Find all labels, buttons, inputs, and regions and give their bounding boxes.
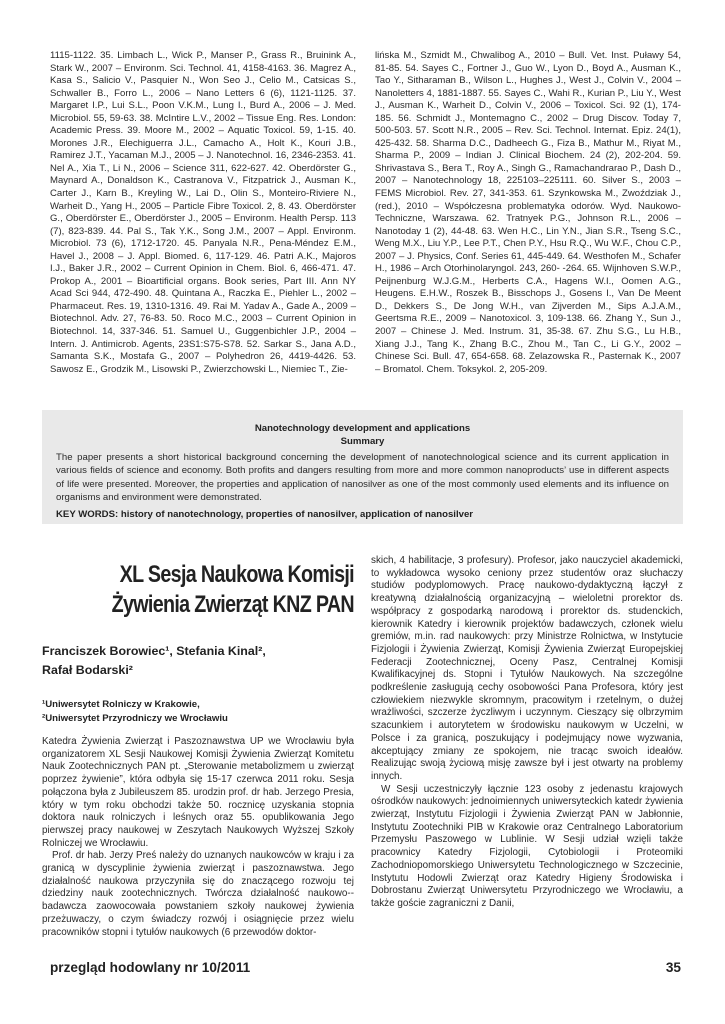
summary-keywords: KEY WORDS: history of nanotechnology, properties of nanosilver, application of nanosilver: [56, 509, 474, 521]
article-paragraph-2: Prof. dr hab. Jerzy Preś należy do uznanych naukowców w kraju i za granicą w dyscyplinie żywienia zwierząt i paszoznawstwa. Jego działalność naukowa przyczyniła się do znaczącego rozwoju tej dziedziny nauk zootechnicznych. Twórcza działalność naukowo--badawcza zaowocowała powstaniem szkoły naukowej żywienia przeżuwaczy, o czym świadczy rozwój i osiągnięcie przez wielu pracowników stopni i tytułów naukowych (6 przewodów doktor-: [42, 850, 354, 938]
references-section: [50, 50, 681, 376]
summary-text: The paper presents a short historical background concerning the development of nanotechnological science and its current application in various fields of science and economy. Both profits and dangers resulting from more and more common nanoproducts’ use in different aspects of life were presented. Moreover, the properties and application of nanosilver as one of the most commonly used elements and its influence on organisms and environment were demonstrated.: [56, 452, 669, 503]
article-title: [98, 560, 354, 620]
page-footer: [50, 960, 681, 975]
summary-title: Nanotechnology development and applications: [254, 423, 471, 434]
page-number: 35: [665, 960, 681, 975]
article-paragraph-4: W Sesji uczestniczyły łącznie 123 osoby z jedenastu krajowych ośrodków naukowych: jednoimiennych uniwersyteckich katedr żywienia zwierząt, Instytutu Fizjologii i Żywienia Zwierząt PAN w Jabłonnie, Instytutu Zootechniki PIB w Krakowie oraz Centralnego Laboratorium Przemysłu Paszowego w Lublinie. W Sesji udział wzięli także pracownicy Katedry Fizjologii, Cytobiologii i Proteomiki Zachodniopomorskiego Uniwersytetu Technologicznego w Szczecinie, Instytutu Hodowli Zwierząt oraz Katedry Higieny Środowiska i Dobrostanu Zwierząt Uniwersytetu Przyrodniczego we Wrocławiu, a także goście zagraniczni z Danii,: [371, 783, 683, 909]
affiliation-1: ¹Uniwersytet Rolniczy w Krakowie,: [42, 699, 200, 710]
article-title-line-2: Żywienia Zwierząt KNZ PAN: [111, 591, 355, 618]
article-column-left: [42, 555, 354, 939]
article-affiliations: [42, 698, 354, 726]
article-paragraph-3: skich, 4 habilitacje, 3 profesury). Profesor, jako nauczyciel akademicki, to wykładowca wysoko ceniony przez studentów oraz słuchaczy studiów podyplomowych. Pracę naukowo-dydaktyczną łączył z kreatywną działalnością organizacyjną – wieloletni prorektor ds. współpracy z gospodarką narodową i prorektor ds. studenckich, kierownik Katedry i kierownik projektów badawczych, członek wielu gremiów, m.in. rad naukowych: przy Ministrze Rolnictwa, w Instytucie Fizjologii i Żywienia Zwierząt, Komisji Żywienia Zwierząt Europejskiej Federacji Zootechnicznej, Oceny Pasz, Centralnej Komisji Kwalifikacyjnej ds. Stopni i Tytułów Naukowych. Na szczególne podkreślenie zasługują cechy osobowości Pana Profesora, który jest człowiekiem niezwykle skromnym, pracowitym i rzetelnym, o dużej wrażliwości, szczerze życzliwym i uczynnym. Cieszący się olbrzymim szacunkiem i autorytetem w środowisku naukowym w Uczelni, w Polsce i za granicą, poszukujący i podejmujący nowe wyzwania, akceptujący zmiany ze spokojem, nie tracąc swoich ideałów. Realizując swoją życiową misję zawsze był i jest otwarty na problemy innych.: [371, 555, 683, 782]
references-text-left: 1115-1122. 35. Limbach L., Wick P., Manser P., Grass R., Bruinink A., Stark W., 2007 – Environm. Sci. Technol. 41, 4158-4163. 36. Magrez A., Kasa S., Salicio V., Pasquier N., Won Seo J., Celio M., Catsicas S., Schwaller B., Forro L., 2006 – Nano Letters 6 (6), 1121-1125. 37. Margaret I.P., Lui S.L., Poon V.K.M., Lung I., Burd A., 2006 – J. Med. Microbiol. 55, 59-63. 38. McIntire L.V., 2002 – Tissue Eng. Res. London: Academic Press. 39. Moore M., 2002 – Aquatic Toxicol. 59, 1-15. 40. Morones J.R., Elechiguerra J.L., Camacho A., Holt K., Kouri J.B., Ramirez J.T., Yacaman M.J., 2005 – J. Nanotechnol. 16, 2346-2353. 41. Nel A., Xia T., Li N., 2006 – Science 311, 622-627. 42. Oberdörster G., Maynard A., Donaldson K., Castranova V., Fitzpatrick J., Ausman K., Carter J., Karn B., Kreyling W., Lai D., Olin S., Monteiro-Riviere N., Warheit D., Yang H., 2005 – Particle Fibre Toxicol. 2, 8. 43. Oberdörster G., Oberdörster E., Oberdörster J., 2005 – Environm. Health Persp. 113 (7), 823-839. 44. Pal S., Tak Y.K., Song J.M., 2007 – Appl. Environm. Microbiol. 73 (6), 1712-1720. 45. Panyala N.R., Pena-Méndez E.M., Havel J., 2008 – J. Appl. Biomed. 6, 117-129. 46. Patri A.K., Majoros I.J., Baker J.R., 2002 – Current Opinion in Chem. Biol. 6, 466-471. 47. Prokop A., 2001 – Bioartificial organs. Book series, Part III. Ann NY Acad Sci 944, 472-490. 48. Quintana A., Raczka E., Piehler L., 2002 – Pharmaceut. Res. 19, 1310-1316. 49. Rai M. Yadav A., Gade A., 2009 – Biotechnol. Adv. 27, 76-83. 50. Roco M.C., 2003 – Current Opinion in Biotechnol. 14, 337-346. 51. Samuel U., Guggenbichler J.P., 2004 – Intern. J. Antimicrob. Agents, 23S1:S75-S78. 52. Sarkar S., Jana A.D., Samanta S.K., Mostafa G., 2007 – Polyhedron 26, 4419-4426. 53. Sawosz E., Grodzik M., Lisowski P., Zwierzchowski L., Niemiec T., Zie-: [50, 50, 356, 375]
references-column-left: [50, 50, 356, 376]
references-column-right: [375, 50, 681, 376]
summary-box: [42, 410, 683, 524]
article: [42, 555, 683, 939]
authors-line-2: Rafał Bodarski²: [42, 663, 133, 677]
article-title-line-1: XL Sesja Naukowa Komisji: [119, 561, 354, 588]
article-column-right: [371, 555, 683, 939]
authors-line-1: Franciszek Borowiec¹, Stefania Kinal²,: [42, 644, 266, 658]
article-body-left: [42, 736, 354, 939]
affiliation-2: ²Uniwersytet Przyrodniczy we Wrocławiu: [42, 713, 228, 724]
summary-subtitle: Summary: [340, 436, 385, 447]
references-text-right: lińska M., Szmidt M., Chwalibog A., 2010 – Bull. Vet. Inst. Puławy 54, 81-85. 54. Sayes C., Fortner J., Guo W., Lyon D., Boyd A., Ausman K., Tao Y., Sitharaman B., Wilson L., Hughes J., West J., Colvin V., 2004 – Nanoletters 4, 1881-1887. 55. Sayes C., Wahi R., Kurian P., Liu Y., West J., Ausman K., Warheit D., Colvin V., 2006 – Toxicol. Sci. 92 (1), 174-185. 56. Schmidt J., Montemagno C., 2002 – Drug Discov. Today 7, 500-503. 57. Scott N.R., 2005 – Rev. Sci. Technol. Internat. Epiz. 24(1), 425-432. 58. Sharma D.C., Dadheech G., Fiza B., Mathur M., Riyat M., Sharma P., 2009 – Indian J. Clinical Biochem. 24 (2), 202-204. 59. Shrivastava S., Bera T., Roy A., Singh G., Ramachandrarao P., Dash D., 2007 – Nanotechnology 18, 225103–225111. 60. Silver S., 2003 – FEMS Microbiol. Rev. 27, 341-353. 61. Szynkowska M., Zwoździak J., (red.), 2010 – Współczesna problematyka odorów. Wyd. Naukowo-Techniczne, Warszawa. 62. Tratnyek P.G., Johnson R.L., 2006 – Nanotoday 1 (2), 44-48. 63. Wen H.C., Lin Y.N., Jian S.R., Tseng S.C., Weng M.X., Liu Y.P., Lee P.T., Chen P.Y., Hsu R.Q., Wu W.F., Chou C.P., 2007 – J. Physics, Conf. Series 61, 445-449. 64. Westhofen M., Schafer H., 1986 – Arch Otorhinolaryngol. 243, 260- -264. 65. Wijnhoven S.W.P., Peijnenburg W.J.G.M., Herberts C.A., Hagens W.I., Oomen A.G., Heugens. E.H.W., Roszek B., Bisschops J., Gosens I., Van De Meent D., Dekkers S., De Jong W.H., van Zijverden M., Sips A.J.A.M., Geertsma R.E., 2009 – Nanotoxicol. 3, 109-138. 66. Zhang Y., Sun J., 2007 – Chinese J. Med. Instrum. 31, 35-38. 67. Zhu S.G., Lu H.B., Xiang J.J., Tang K., Zhang B.C., Zhou M., Tan C., Li G.Y., 2002 – Chinese Sci. Bull. 47, 654-658. 68. Zelazowska R., Pasternak K., 2007 – Bromatol. Chem. Toksykol. 2, 205-209.: [375, 50, 681, 375]
article-authors: [42, 642, 354, 680]
article-paragraph-1: Katedra Żywienia Zwierząt i Paszoznawstwa UP we Wrocławiu była organizatorem XL Sesji Naukowej Komisji Żywienia Zwierząt Komitetu Nauk Zootechnicznych PAN pt. „Sterowanie metabolizmem u zwierząt poprzez żywienie”, która odbyła się 15-17 czerwca 2011 roku. Sesja połączona była z Jubileuszem 85. urodzin prof. dr hab. Jerzego Presia, który w tym roku obchodzi także 50. rocznicę uzyskania stopnia doktora nauk rolniczych i leśnych oraz 55. opublikowania Jego pierwszej pracy naukowej w Zeszytach Naukowych Wyższej Szkoły Rolniczej we Wrocławiu.: [42, 736, 354, 849]
journal-name: przegląd hodowlany nr 10/2011: [50, 960, 251, 975]
